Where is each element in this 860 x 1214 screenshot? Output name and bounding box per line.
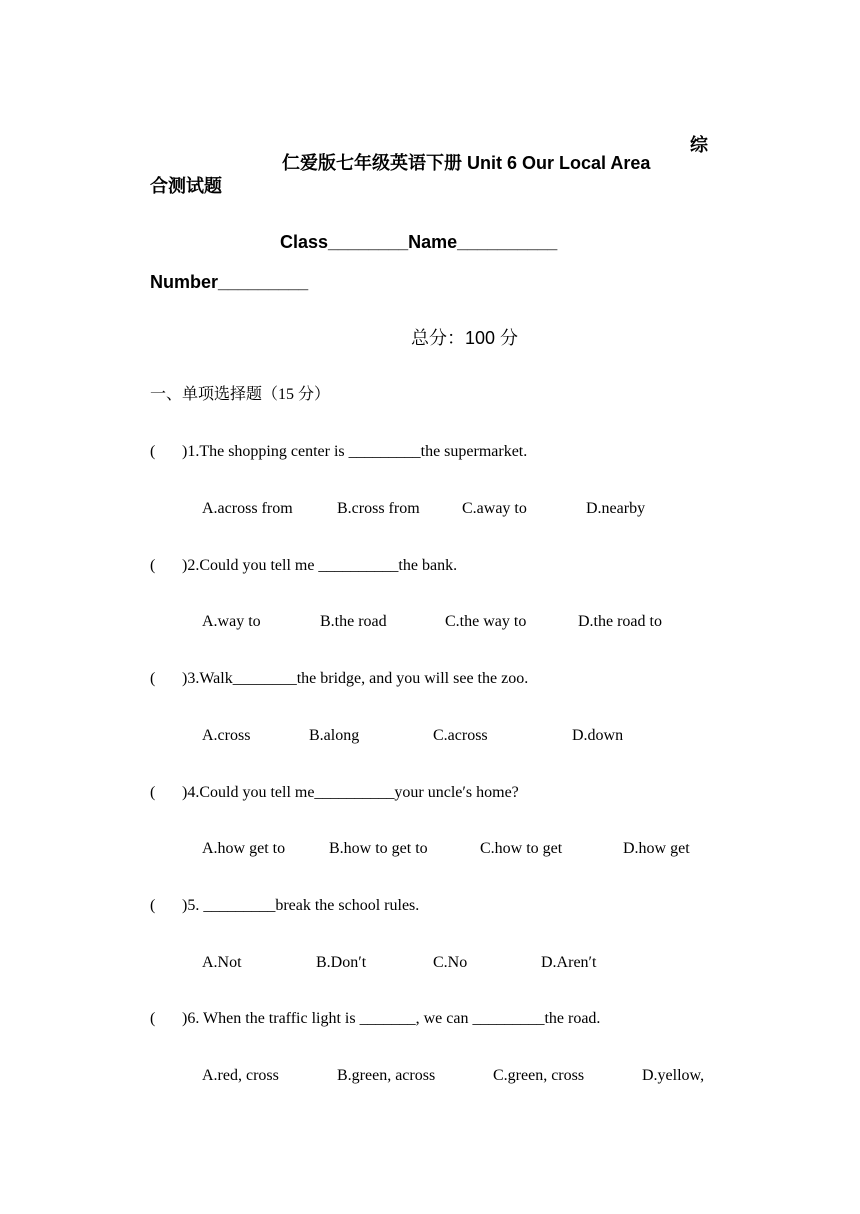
answer-paren: ( — [150, 443, 156, 460]
answer-paren: ( — [150, 784, 156, 801]
option-d: D.nearby — [586, 500, 646, 517]
option-b: B.the road — [320, 613, 387, 630]
question-text: )6. When the traffic light is _______, we can _________the road. — [182, 1010, 601, 1027]
option-a: A.red, cross — [202, 1067, 279, 1084]
document-title-text: 仁爱版七年级英语下册 Unit 6 Our Local Area — [282, 153, 651, 173]
question-text: )2.Could you tell me __________the bank. — [182, 557, 458, 574]
answer-paren: ( — [150, 670, 156, 687]
question-2 — [150, 557, 458, 606]
question-text: )1.The shopping center is _________the supermarket. — [182, 443, 528, 460]
question-text: )4.Could you tell me__________your uncle′s home? — [182, 784, 519, 801]
answer-paren: ( — [150, 1010, 156, 1027]
option-a: A.way to — [202, 613, 261, 630]
option-d: D.how get — [623, 840, 690, 857]
option-d: D.yellow, — [642, 1067, 705, 1084]
option-a: A.cross — [202, 727, 251, 744]
option-c: C.how to get — [480, 840, 563, 857]
option-d: D.Aren′t — [541, 954, 597, 971]
option-b: B.cross from — [337, 500, 420, 517]
option-c: C.across — [433, 727, 488, 744]
document-title-line2: 合测试题 — [150, 176, 222, 196]
document-title-end: 综 — [690, 135, 708, 155]
answer-paren: ( — [150, 897, 156, 914]
number-field: Number_________ — [150, 272, 309, 292]
question-text: )3.Walk________the bridge, and you will see the zoo. — [182, 670, 529, 687]
option-a: A.across from — [202, 500, 293, 517]
options-6 — [0, 1068, 860, 1148]
option-c: C.away to — [462, 500, 527, 517]
option-a: A.Not — [202, 954, 242, 971]
question-6 — [150, 1010, 601, 1059]
question-5 — [150, 897, 420, 946]
option-c: C.the way to — [445, 613, 527, 630]
question-4 — [150, 784, 519, 833]
options-4 — [0, 841, 860, 921]
question-3 — [150, 670, 529, 719]
option-c: C.green, cross — [493, 1067, 585, 1084]
answer-paren: ( — [150, 557, 156, 574]
option-d: D.the road to — [578, 613, 662, 630]
option-c: C.No — [433, 954, 468, 971]
total-score: 总分：100 分 — [411, 328, 519, 348]
option-b: B.how to get to — [329, 840, 428, 857]
option-b: B.along — [309, 727, 360, 744]
option-d: D.down — [572, 727, 624, 744]
option-a: A.how get to — [202, 840, 286, 857]
question-text: )5. _________break the school rules. — [182, 897, 420, 914]
section-heading: 一、单项选择题（15 分） — [150, 386, 331, 403]
question-1 — [150, 443, 528, 492]
class-name-field: Class________Name__________ — [280, 232, 558, 252]
option-b: B.Don′t — [316, 954, 367, 971]
document-title-line1 — [272, 135, 708, 190]
option-b: B.green, across — [337, 1067, 436, 1084]
